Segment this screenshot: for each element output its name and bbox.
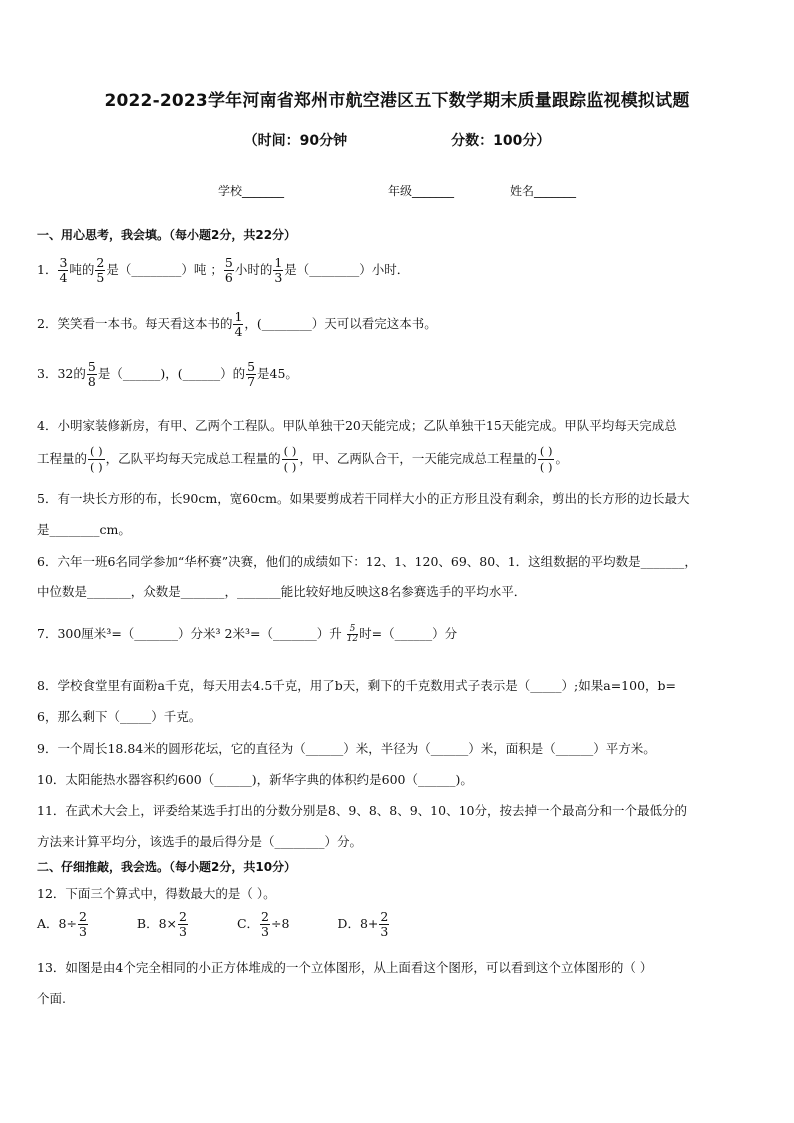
q2-fraction: $\frac{1}{4}$	[234, 309, 243, 339]
question-13-line-1: 13．如图是由4个完全相同的小正方体堆成的一个立体图形，从上面看这个图形，可以看到这个立体图形的（ ）	[37, 960, 653, 975]
q4-text-1: 工程量的	[37, 451, 88, 466]
name-field[interactable]: 姓名_______	[510, 184, 577, 198]
question-6-line-1: 6．六年一班6名同学参加“华杯赛”决赛，他们的成绩如下：12、1、120、69、80、1．这组数据的平均数是_______，	[37, 554, 697, 569]
school-field[interactable]: 学校_______	[217, 184, 284, 198]
q1-text-2: 是（________）吨 ；	[106, 262, 223, 277]
question-4-line-2	[37, 444, 568, 475]
question-12-options	[37, 910, 434, 939]
q3-text-2: 是（______)，(______）的	[97, 366, 246, 381]
question-11-line-2: 方法来计算平均分，该选手的最后得分是（________）分。	[37, 834, 363, 849]
q4-blank-fraction-3[interactable]: $\frac{( )}{( )}$	[539, 444, 553, 474]
q7-text-2: 时=（______）分	[359, 626, 458, 641]
question-11-line-1: 11．在武术大会上，评委给某选手打出的分数分别是8、9、8、8、9、10、10分，按去掉一个最高分和一个最低分的	[37, 803, 687, 818]
question-5-line-2: 是________cm。	[37, 522, 131, 537]
question-1	[37, 256, 409, 285]
q4-text-3: ，甲、乙两队合干，一天能完成总工程量的	[299, 451, 537, 466]
section-heading-2: 二、仔细推敲，我会选。（每小题2分，共10分）	[37, 860, 297, 874]
q3-fraction-2: $\frac{5}{7}$	[247, 359, 256, 389]
q3-text-1: 3．32的	[37, 366, 86, 381]
q3-text-3: 是45。	[257, 366, 298, 381]
question-4-line-1: 4．小明家装修新房，有甲、乙两个工程队。甲队单独干20天能完成；乙队单独干15天能完成。甲队平均每天完成总	[37, 418, 677, 433]
q4-blank-fraction-2[interactable]: $\frac{( )}{( )}$	[283, 444, 297, 474]
option-d[interactable]: D．8+ $\frac{2}{3}$	[337, 909, 389, 939]
q2-text-1: 2．笑笑看一本书。每天看这本书的	[37, 316, 233, 331]
question-8-line-1: 8．学校食堂里有面粉a千克，每天用去4.5千克，用了b天，剩下的千克数用式子表示是（_____）;如果a=100，b=	[37, 678, 677, 693]
q1-fraction-2: $\frac{2}{5}$	[96, 255, 105, 285]
q1-text-3: 小时的	[234, 262, 273, 277]
time-score-line	[0, 130, 794, 150]
option-b[interactable]: B．8× $\frac{2}{3}$	[136, 909, 187, 939]
grade-field[interactable]: 年级_______	[387, 184, 454, 198]
student-info-line	[0, 182, 794, 199]
q4-text-2: ，乙队平均每天完成总工程量的	[105, 451, 281, 466]
question-13-line-2: 个面.	[37, 991, 66, 1006]
page-title: 2022-2023学年河南省郑州市航空港区五下数学期末质量跟踪监视模拟试题	[104, 91, 690, 111]
q7-fraction: $\frac{5}{12}$	[346, 624, 359, 644]
question-5-line-1: 5．有一块长方形的布，长90cm，宽60cm。如果要剪成若干同样大小的正方形且没有剩余，剪出的长方形的边长最大	[37, 491, 690, 506]
q4-text-4: 。	[555, 451, 568, 466]
q1-fraction-4: $\frac{1}{3}$	[274, 255, 283, 285]
question-9: 9．一个周长18.84米的圆形花坛，它的直径为（______）米，半径为（______）米，面积是（______）平方米。	[37, 741, 656, 756]
question-12: 12．下面三个算式中，得数最大的是（ ）。	[37, 886, 276, 901]
question-8-line-2: 6，那么剩下（_____）千克。	[37, 709, 202, 724]
question-10: 10．太阳能热水器容积约600（______)，新华字典的体积约是600（______)。	[37, 772, 473, 787]
q1-number: 1．	[37, 262, 58, 277]
question-6-line-2: 中位数是_______，众数是_______，_______能比较好地反映这8名参赛选手的平均水平．	[37, 584, 527, 599]
option-c[interactable]: C． $\frac{2}{3}$ ÷8	[236, 909, 290, 939]
question-3	[37, 360, 298, 389]
section-heading-1: 一、用心思考，我会填。（每小题2分，共22分）	[37, 228, 297, 242]
q1-text-1: 吨的	[69, 262, 95, 277]
exam-score: 分数：100分）	[451, 133, 551, 149]
option-a[interactable]: A．8÷ $\frac{2}{3}$	[37, 909, 87, 939]
question-7	[37, 624, 457, 644]
exam-time: （时间：90分钟	[243, 133, 348, 149]
q4-blank-fraction-1[interactable]: $\frac{( )}{( )}$	[90, 444, 103, 474]
q1-fraction-1: $\frac{3}{4}$	[59, 255, 68, 285]
q2-text-2: ，(________）天可以看完这本书。	[244, 316, 437, 331]
question-2	[37, 310, 437, 339]
q1-text-4: 是（________）小时．	[284, 262, 410, 277]
q1-fraction-3: $\frac{5}{6}$	[224, 255, 233, 285]
q7-text-1: 7．300厘米³=（_______）分米³ 2米³=（_______）升	[37, 626, 346, 641]
q3-fraction-1: $\frac{5}{8}$	[87, 359, 96, 389]
